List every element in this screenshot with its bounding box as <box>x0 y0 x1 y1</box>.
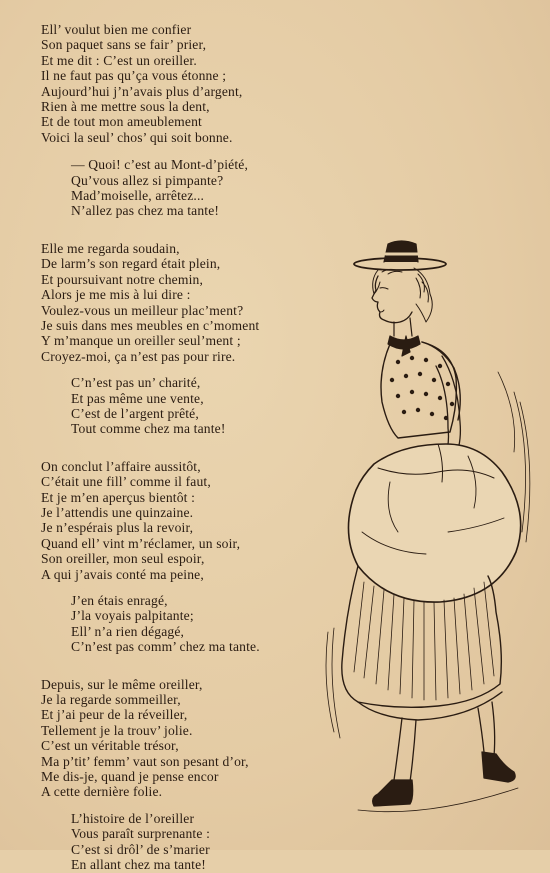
stanza-refrain-4 <box>41 811 341 873</box>
poem-line: En allant chez ma tante! <box>71 857 206 873</box>
poem-line: Tout comme chez ma tante! <box>71 421 226 437</box>
poem-line: De larm’s son regard était plein, <box>41 256 221 272</box>
poem-line: C’est de l’argent prêté, <box>71 405 199 421</box>
woman-illustration <box>318 232 540 822</box>
poem-line: Et j’ai peur de la réveiller, <box>41 707 188 723</box>
poem-line: Ell’ voulut bien me confier <box>41 22 192 37</box>
polka-dots <box>390 356 454 420</box>
poem-line: Je n’espérais plus la revoir, <box>41 520 194 536</box>
poem-line: C’est si drôl’ de s’marier <box>71 841 210 857</box>
poem-line: Il ne faut pas qu’ça vous étonne ; <box>41 68 227 84</box>
poem-line: Quand ell’ vint m’réclamer, un soir, <box>41 535 241 551</box>
neck-collar <box>388 318 420 356</box>
poem-line: Depuis, sur le même oreiller, <box>41 676 203 692</box>
poem-line: Me dis-je, quand je pense encor <box>41 769 219 785</box>
poem-line: Elle me regarda soudain, <box>41 240 180 256</box>
legs <box>394 702 495 782</box>
stanza-refrain-3 <box>41 593 341 655</box>
poem-line: Son paquet sans se fair’ prier, <box>41 37 207 53</box>
poem-line: On conclut l’affaire aussitôt, <box>41 458 201 474</box>
stanza-verse-2 <box>41 241 341 364</box>
face-profile <box>372 276 412 323</box>
poem-line: Ell’ n’a rien dégagé, <box>71 623 185 639</box>
poem-line: Mad’moiselle, arrêtez... <box>71 188 205 204</box>
poem-line: Voici la seul’ chos’ qui soit bonne. <box>41 129 233 145</box>
poem-line: Qu’vous allez si pimpante? <box>71 172 224 188</box>
poem-line: J’la voyais palpitante; <box>71 608 194 624</box>
poem-text <box>41 22 341 873</box>
poem-line: Son oreiller, mon seul espoir, <box>41 551 205 567</box>
poem-line: Je la regarde sommeiller, <box>41 692 181 708</box>
hat-shape <box>354 241 446 270</box>
poem-line: C’n’est pas un’ charité, <box>71 375 201 391</box>
hair-shape <box>373 268 433 322</box>
poem-line: A qui j’avais conté ma peine, <box>41 566 204 582</box>
poem-line: Tellement je la trouv’ jolie. <box>41 722 193 738</box>
poem-line: C’n’est pas comm’ chez ma tante. <box>71 639 260 655</box>
stanza-refrain-1 <box>41 157 341 219</box>
poem-line: Et je m’en aperçus bientôt : <box>41 489 196 505</box>
woman-with-bundle-drawing <box>318 232 540 822</box>
poem-line: N’allez pas chez ma tante! <box>71 203 220 219</box>
poem-line: Et me dit : C’est un oreiller. <box>41 52 197 68</box>
poem-line: Vous paraît surprenante : <box>71 826 211 842</box>
poem-line: A cette dernière folie. <box>41 784 163 800</box>
poem-line: Y m’manque un oreiller seul’ment ; <box>41 333 241 349</box>
poem-line: — Quoi! c’est au Mont-d’piété, <box>71 157 249 173</box>
poem-line: C’était une fill’ comme il faut, <box>41 474 211 490</box>
poem-line: Voulez-vous un meilleur plac’ment? <box>41 302 244 318</box>
poem-line: Et pas même une vente, <box>71 390 204 406</box>
poem-line: L’histoire de l’oreiller <box>71 810 195 826</box>
poem-line: Aujourd’hui j’n’avais plus d’argent, <box>41 83 243 99</box>
pillow-bundle <box>348 444 520 602</box>
poem-line: Rien à me mettre sous la dent, <box>41 99 210 115</box>
stanza-verse-4 <box>41 677 341 800</box>
poem-line: C’est un véritable trésor, <box>41 738 179 754</box>
stanza-refrain-2 <box>41 375 341 437</box>
poem-line: J’en étais enragé, <box>71 593 168 608</box>
poem-line: Je l’attendis une quinzaine. <box>41 504 194 520</box>
poem-line: Je suis dans mes meubles en c’moment <box>41 317 260 333</box>
stanza-verse-1 <box>41 22 341 145</box>
poem-line: Croyez-moi, ça n’est pas pour rire. <box>41 348 236 364</box>
poem-line: Et de tout mon ameublement <box>41 114 202 130</box>
stanza-verse-3 <box>41 459 341 582</box>
poem-line: Et poursuivant notre chemin, <box>41 271 204 287</box>
poem-line: Alors je me mis à lui dire : <box>41 287 191 303</box>
poem-line: Ma p’tit’ femm’ vaut son pesant d’or, <box>41 753 249 769</box>
